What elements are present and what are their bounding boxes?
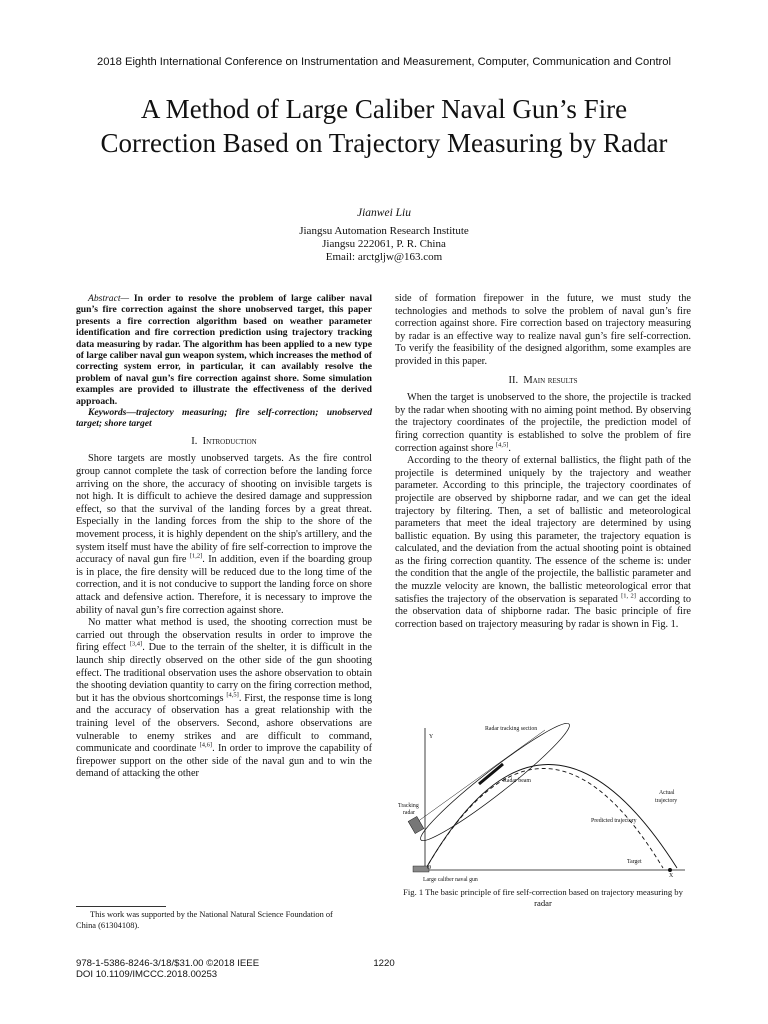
citation: [1, 2]	[621, 592, 636, 600]
intro-paragraph-2	[76, 617, 372, 781]
paper-title	[50, 92, 718, 160]
author-name: Jianwei Liu	[357, 207, 411, 219]
doi: DOI 10.1109/IMCCC.2018.00253	[76, 969, 218, 980]
text-run: Shore targets are mostly unobserved targets. As the fire control group cannot complete the task of correction before the landing force arriving on the shore, the accuracy of shooting on invisible targets is not high. It is difficult to achieve the desired damage and suppression effect, so that the survival of the landing forces by a great threat. Especially in the landing forces from the ship to the shore of the movement process, it is highly dependent on the ship's artillery, and the system itself must have the ability of fire self-correction to improve the accuracy of naval gun fire	[76, 453, 372, 566]
target-label: Target	[627, 859, 642, 865]
intro-continuation: side of formation firepower in the future, we must study the technologies and methods to solve the problem of naval gun’s fire correction against shore. Fire correction based on trajectory measuring by radar is an effective way to realize naval gun’s fire self-correction. To verify the feasibility of the designed algorithm, some examples are provided in this paper.	[395, 293, 691, 367]
citation: [3,4]	[129, 640, 143, 648]
radar-beam-line	[417, 730, 545, 822]
text-run: according to the observation data of shipborne radar. The basic principle of fire correction based on trajectory measuring by radar is shown in Fig. 1.	[395, 593, 691, 630]
main-paragraph-2	[395, 455, 691, 631]
section-title: Introduction	[202, 435, 257, 447]
publication-info	[76, 958, 259, 980]
footnote-divider	[76, 906, 166, 907]
text-run: No matter what method is used, the shooting correction must be carried out through the observation results in order to improve the firing effect	[76, 617, 372, 654]
tracking-radar-label-1: Tracking	[398, 803, 419, 809]
isbn: 978-1-5386-8246-3/18/$31.00 ©2018 IEEE	[76, 958, 260, 969]
text-run: . First, the response time is long and the accuracy of observation has a great relationship with the training level of the observers. Second, ashore observations are vulnerable to enemy strikes and are difficult to command, communicate and coordinate	[76, 692, 373, 755]
left-column	[76, 293, 372, 781]
figure-caption: Fig. 1 The basic principle of fire self-correction based on trajectory measuring by radar	[403, 887, 683, 908]
section-heading-main-results	[395, 375, 691, 388]
section-number: I.	[191, 435, 198, 447]
actual-trajectory-label-2: trajectory	[655, 798, 678, 804]
radar-beam-label: Radar beam	[503, 778, 531, 784]
main-paragraph-1	[395, 392, 691, 455]
citation: [4,6]	[199, 741, 213, 749]
text-run: . Due to the terrain of the shelter, it is difficult in the launch ship directly observed on the other side of the gun shooting effect. The traditional observation uses the ashore observation to obtain the shooting deviation quantity to carry on the firing correction method, but it has the obvious shortcomings	[76, 642, 372, 704]
text-run: According to the theory of external ballistics, the flight path of the projectile is determined uniquely by the trajectory and weather parameter. According to this principle, the trajectory coordinates of projectile are observed by shipborne radar, and we can get the ideal trajectory by filtering. Then, a set of ballistic and meteorological parameters that meet the ideal trajectory are determined by using ballistic equation. By using this parameter, the trajectory equation is calculated, and the deviation from the actual shooting point is obtained as the firing correction quantity. The essence of the scheme is: under the condition that the angle of the projectile, the ballistic parameter and the muzzle velocity are known, the ballistic meteorological error that satisfies the trajectory of the observation is separated	[395, 455, 691, 605]
naval-gun-label: Large caliber naval gun	[423, 877, 478, 883]
text-run: When the target is unobserved to the shore, the projectile is tracked by the radar when shooting with no aiming point method. By observing the trajectory coordinates of the projectile, the prediction model of firing correction quantity is established to solve the problem of fire correction against shore	[395, 392, 691, 454]
affiliation-institute: Jiangsu Automation Research Institute	[299, 225, 469, 237]
right-column	[395, 293, 691, 631]
actual-trajectory-label-1: Actual	[659, 790, 675, 796]
affiliation-city: Jiangsu 222061, P. R. China	[322, 238, 446, 250]
text-run: . In addition, even if the boarding group is in place, the fire density will be reduced due to the long time of the correction, and it is not conducive to support the landing force on shore attack and defensive action. Therefore, it is necessary to improve the ability of naval gun’s fire correction against shore.	[76, 554, 372, 616]
conference-name: 2018 Eighth International Conference on Instrumentation and Measurement, Computer, Communication and Control	[96, 56, 671, 68]
footnote-line-1: This work was supported by the National Natural Science Foundation of	[90, 910, 333, 919]
citation: [4,5]	[495, 441, 509, 449]
figure-1	[395, 720, 691, 885]
page-number: 1220	[373, 958, 395, 969]
footnote-line-2: China (61304108).	[76, 920, 140, 930]
text-run: . In order to improve the capability of firepower support on the other side of the naval gun and to win the demand of attacking the other	[76, 743, 372, 780]
radar-beam-ellipse	[414, 720, 577, 849]
citation: [4,5]	[226, 691, 239, 699]
target-marker	[668, 868, 672, 872]
affiliation-email[interactable]: Email: arctgljw@163.com	[325, 251, 443, 263]
origin-label: O	[427, 865, 432, 871]
funding-footnote	[76, 910, 372, 931]
section-number: II.	[508, 374, 519, 386]
abstract-body: In order to resolve the problem of large caliber naval gun’s fire correction against the shore unobserved target, this paper presents a fire correction algorithm based on weather parameter identification and fire correction prediction using trajectory tracking data measuring by radar. The algorithm has been applied to a new type of large caliber naval gun weapon system, which increases the method of correcting system error, in particular, it can availably resolve the problem of naval gun’s fire correction against shore. Some simulation examples are provided to illustrate the effectiveness of the derived approach.	[76, 293, 372, 407]
section-heading-introduction	[76, 436, 372, 449]
abstract-lead: Abstract—	[88, 293, 130, 304]
keywords: Keywords—trajectory measuring; fire self-correction; unobserved target; shore target	[76, 407, 372, 430]
tracking-radar-label-2: radar	[403, 810, 415, 816]
title-line-2: Correction Based on Trajectory Measuring by Radar	[100, 128, 668, 158]
abstract	[76, 293, 372, 407]
intro-paragraph-1	[76, 453, 372, 617]
predicted-trajectory-label: Predicted trajectory	[591, 818, 637, 824]
section-title: Main results	[523, 374, 578, 386]
affiliation	[0, 225, 768, 264]
text-run: .	[508, 442, 511, 454]
actual-trajectory-curve	[425, 764, 677, 870]
x-axis-label: X	[669, 873, 674, 879]
citation: [1,2]	[189, 552, 203, 560]
radar-tracking-section-label: Radar tracking section	[485, 726, 538, 732]
y-axis-label: Y	[429, 734, 434, 740]
title-line-1: A Method of Large Caliber Naval Gun’s Fire	[140, 94, 628, 124]
trajectory-diagram	[395, 720, 691, 885]
